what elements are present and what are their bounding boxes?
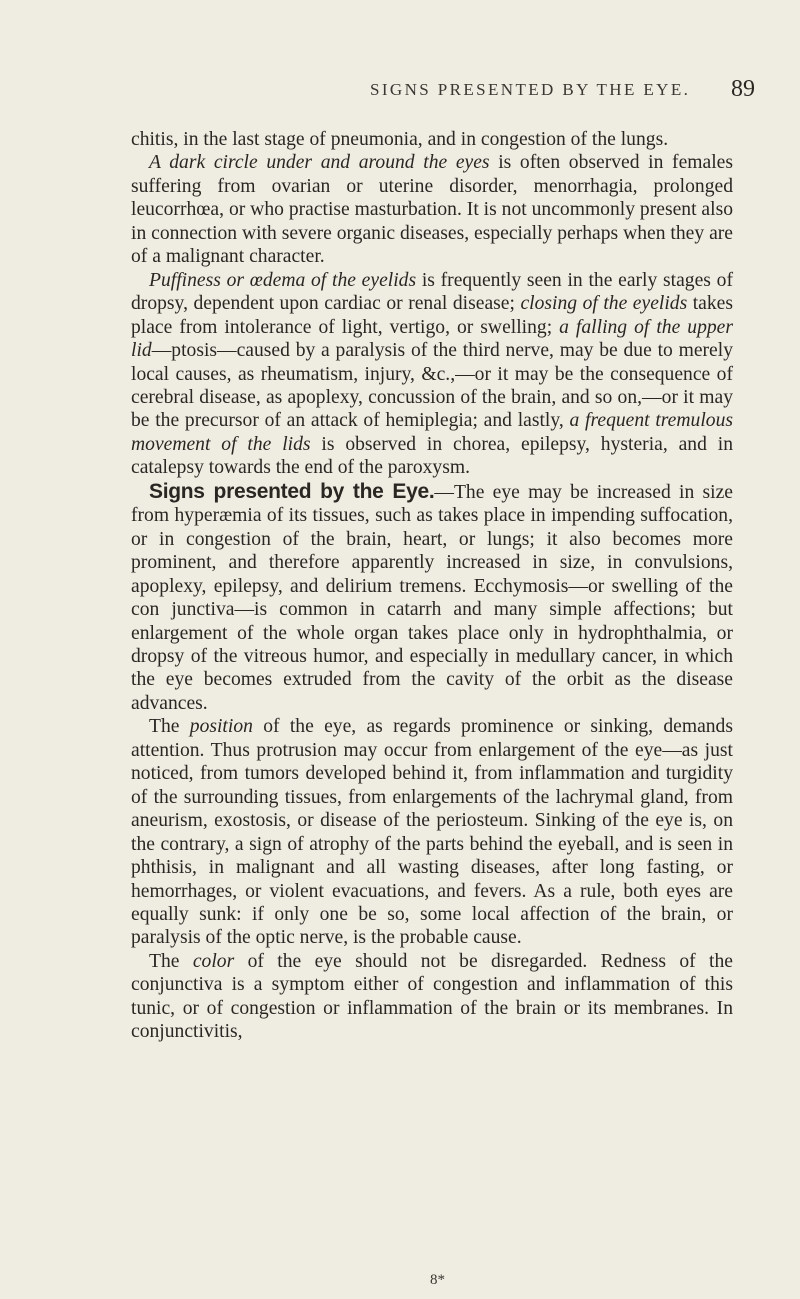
paragraph-text: is often observed in females suffering from ovarian or uterine disorder, menorrhagia, prolonged leucorrhœa, or who practise masturbation. It is not uncommonly present also in connection with severe organic diseases, especially perhaps when they are of a malignant character. [131, 152, 733, 268]
italic-phrase: position [189, 716, 253, 738]
page-number: 89 [731, 76, 755, 102]
paragraph-text: is frequently seen in the early stages of dropsy, dependent upon cardiac or renal disease; [131, 269, 733, 315]
running-head [0, 76, 800, 106]
running-title: SIGNS PRESENTED BY THE EYE. [370, 80, 691, 99]
paragraph-text: is observed in chorea, epilepsy, hysteria, and in catalepsy towards the end of the paroxysm. [131, 433, 733, 479]
italic-phrase: color [192, 950, 235, 972]
italic-phrase: a falling of the upper lid [131, 316, 733, 362]
paragraph-signs-presented [131, 480, 733, 716]
section-heading: Signs presented by the Eye. [149, 479, 435, 503]
italic-phrase: A dark circle under and around the eyes [149, 152, 490, 174]
paragraph-lead: The [149, 716, 190, 738]
signature-mark: 8* [430, 1272, 445, 1288]
paragraph-lead: The [149, 950, 193, 972]
italic-phrase: a frequent tremulous movement of the lids [131, 410, 733, 455]
paragraph-text: —The eye may be increased in size from hyperæmia of its tissues, such as takes place in impending suffocation, or in congestion of the brain, heart, or lungs; it also becomes more prominent, and therefore apparently increased in size, in convulsions, apoplexy, epilepsy, and delirium tremens. Ecchymosis—or swelling of the con junctiva—is common in catarrh and many simple affections; but enlargement of the whole organ takes place only in hydrophthalmia, or dropsy of the vitreous humor, and especially in medullary cancer, in which the eye becomes extruded from the cavity of the orbit as the disease advances. [131, 481, 733, 714]
body-text [131, 128, 733, 1044]
paragraph-position [131, 715, 733, 950]
paragraph-continuation [131, 128, 733, 151]
paragraph-text: —ptosis—caused by a paralysis of the third nerve, may be due to merely local causes, as rheumatism, injury, &c.,—or it may be the consequence of cerebral disease, as apoplexy, concussion of the brain, and so on,—or it may be the precursor of an attack of hemiplegia; and lastly, [131, 340, 733, 432]
paragraph-dark-circle [131, 151, 733, 268]
paragraph-text: of the eye, as regards prominence or sinking, demands attention. Thus protrusion may occur from enlargement of the eye—as just noticed, from tumors developed behind it, from inflammation and turgidity of the surrounding tissues, from enlargements of the lachrymal gland, from aneurism, exostosis, or disease of the periosteum. Sinking of the eye is, on the contrary, a sign of atrophy of the parts behind the eyeball, and is seen in phthisis, in malignant and all wasting diseases, after long fasting, or hemorrhages, or violent evacuations, and fevers. As a rule, both eyes are equally sunk: if only one be so, some local affection of the brain, or paralysis of the optic nerve, is the probable cause. [131, 716, 733, 949]
paragraph-color [131, 950, 733, 1044]
paragraph-eyelids [131, 269, 733, 480]
italic-phrase: Puffiness or œdema of the eyelids [149, 269, 417, 291]
paragraph-text: chitis, in the last stage of pneumonia, and in congestion of the lungs. [131, 129, 669, 150]
italic-phrase: closing of the eyelids [520, 293, 688, 315]
paragraph-text: takes place from intolerance of light, vertigo, or swelling; [131, 293, 733, 338]
paragraph-text: of the eye should not be disregarded. Redness of the conjunctiva is a symptom either of congestion and inflammation of this tunic, or of congestion or inflammation of the brain or its membranes. In conjunctivitis, [131, 950, 733, 1043]
